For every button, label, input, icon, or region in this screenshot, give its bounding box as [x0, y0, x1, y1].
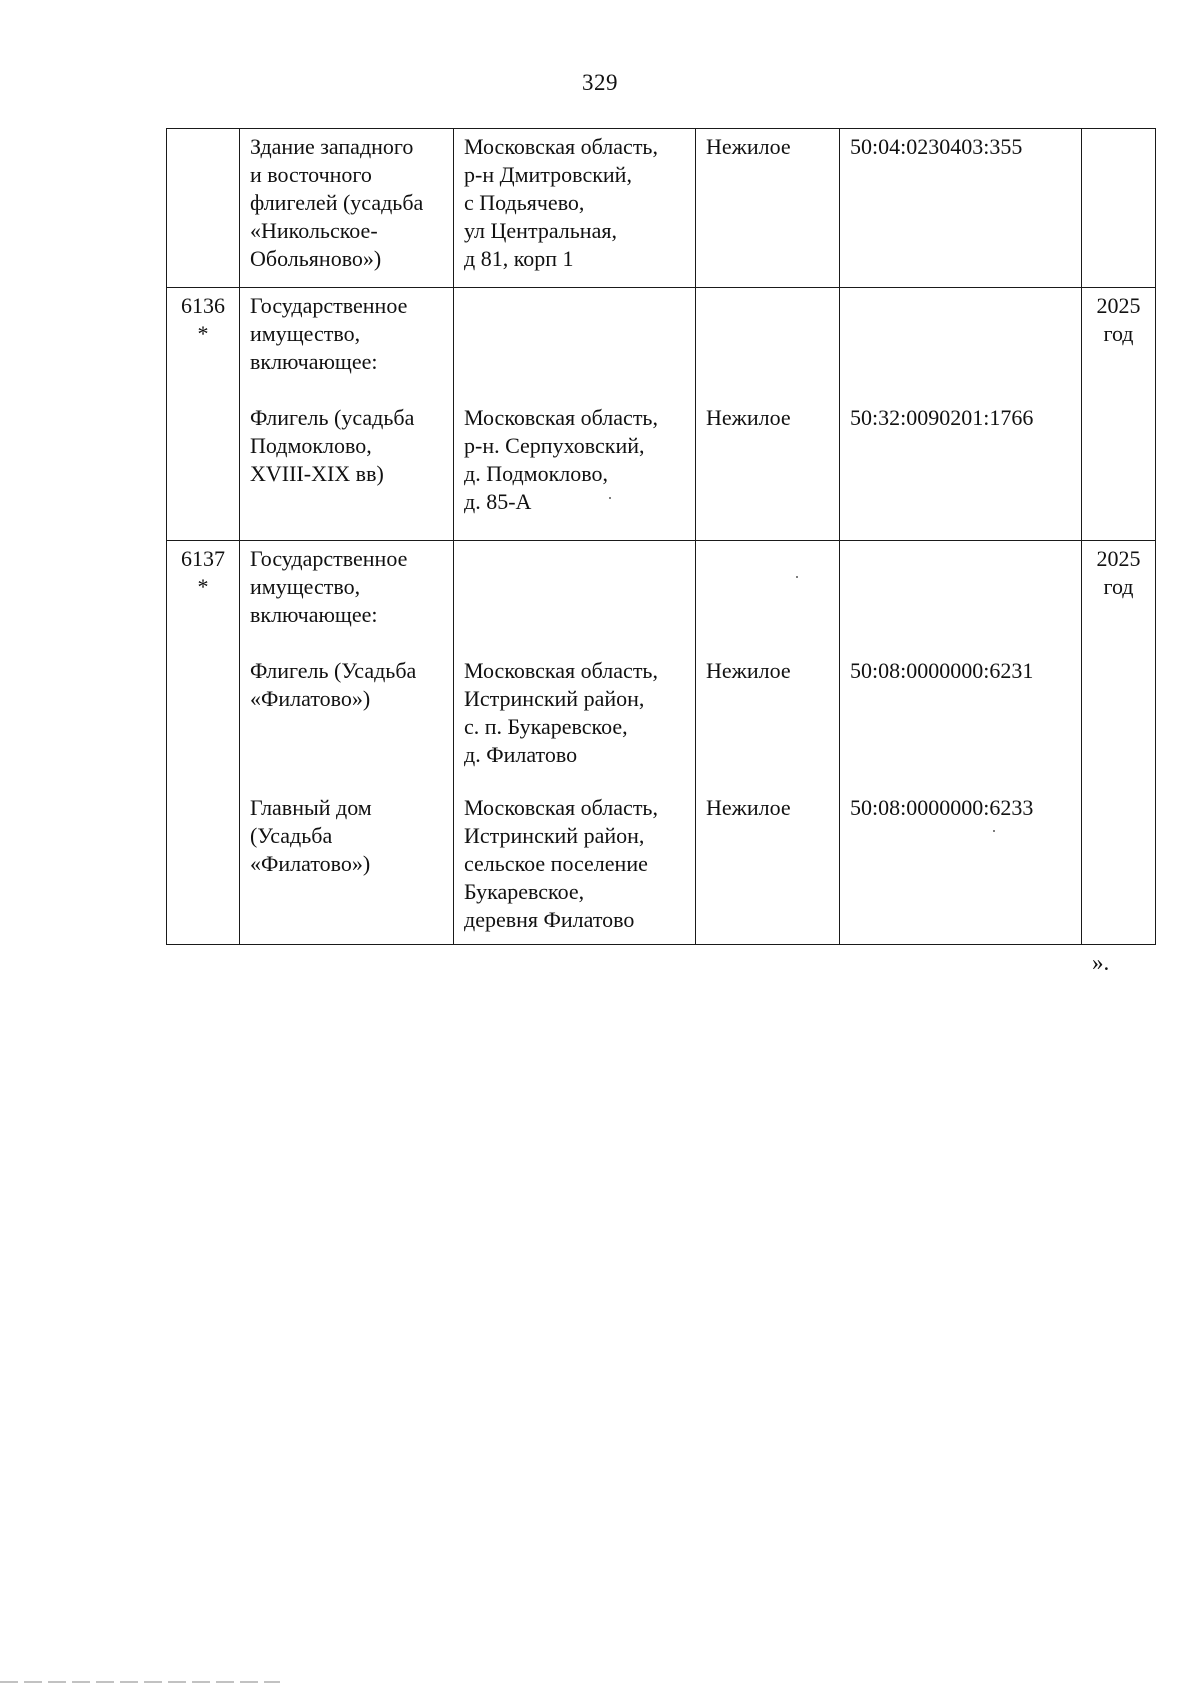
item-gap — [850, 769, 1075, 794]
object-name-line: Здание западного — [250, 134, 414, 159]
year-cell — [1082, 129, 1156, 288]
object-type: Нежилое — [706, 658, 791, 683]
year-unit: год — [1103, 574, 1134, 599]
property-registry-table — [166, 128, 1156, 945]
object-name-line: «Никольское- — [250, 218, 378, 243]
group-heading-line: Государственное — [250, 293, 408, 318]
type-cell — [696, 288, 840, 541]
row-number: 6136 — [181, 293, 225, 318]
name-cell — [240, 541, 454, 945]
page-number: 329 — [582, 70, 618, 95]
cadastral-number: 50:08:0000000:6233 — [850, 795, 1034, 820]
group-heading-line: Государственное — [250, 546, 408, 571]
object-name-line: Обольяново») — [250, 246, 382, 271]
item-gap — [706, 629, 833, 657]
object-address-line: р-н. Серпуховский, — [464, 433, 645, 458]
scan-speck — [993, 830, 995, 832]
object-address-line: Московская область, — [464, 134, 658, 159]
item-gap — [464, 769, 689, 794]
item-gap — [706, 769, 833, 794]
object-address-line: с Подьячево, — [464, 190, 585, 215]
scan-edge-artifact — [0, 1681, 280, 1683]
object-address-line: д. 85-А — [464, 489, 532, 514]
item-gap — [464, 376, 689, 404]
object-address-line: Истринский район, — [464, 823, 645, 848]
scan-speck — [609, 497, 611, 499]
group-heading-line: включающее: — [250, 602, 378, 627]
year-unit: год — [1103, 321, 1134, 346]
object-name-line: «Филатово») — [250, 686, 371, 711]
address-cell — [454, 288, 696, 541]
closing-quote-mark: ». — [1092, 950, 1110, 975]
object-name-line: XVIII-XIX вв) — [250, 461, 384, 486]
row-number-cell — [167, 288, 240, 541]
object-name — [250, 657, 447, 769]
object-address-line: деревня Филатово — [464, 907, 635, 932]
group-spacer — [464, 545, 689, 629]
name-cell — [240, 129, 454, 288]
scan-speck — [796, 576, 798, 578]
object-address-line: д 81, корп 1 — [464, 246, 574, 271]
group-heading-line: имущество, — [250, 574, 361, 599]
object-type: Нежилое — [706, 134, 791, 159]
group-heading — [250, 545, 447, 629]
object-name — [250, 404, 447, 516]
object-address-line: Истринский район, — [464, 686, 645, 711]
group-heading-line: имущество, — [250, 321, 361, 346]
year-cell — [1082, 288, 1156, 541]
object-address — [464, 133, 689, 273]
object-address-line: Московская область, — [464, 405, 658, 430]
object-name-line: Подмоклово, — [250, 433, 372, 458]
object-address-line: с. п. Букаревское, — [464, 714, 628, 739]
year-value: 2025 — [1096, 293, 1141, 318]
item-gap — [850, 376, 1075, 404]
object-name-line: Флигель (Усадьба — [250, 658, 417, 683]
object-name-line: (Усадьба — [250, 823, 333, 848]
table-row — [167, 129, 1156, 288]
year-cell — [1082, 541, 1156, 945]
cadastral-cell — [840, 129, 1082, 288]
group-spacer — [706, 292, 833, 376]
object-address-line: д. Подмоклово, — [464, 461, 608, 486]
row-number: 6137 — [181, 546, 225, 571]
object-address-line: Московская область, — [464, 795, 658, 820]
object-address-line: р-н Дмитровский, — [464, 162, 632, 187]
group-heading-line: включающее: — [250, 349, 378, 374]
object-name-line: и восточного — [250, 162, 372, 187]
type-cell — [696, 541, 840, 945]
object-address-line: д. Филатово — [464, 742, 578, 767]
item-gap — [706, 376, 833, 404]
cadastral-cell — [840, 541, 1082, 945]
cadastral-number: 50:04:0230403:355 — [850, 134, 1023, 159]
type-cell — [696, 129, 840, 288]
row-number-cell — [167, 129, 240, 288]
object-type: Нежилое — [706, 405, 791, 430]
group-spacer — [850, 545, 1075, 629]
address-cell — [454, 541, 696, 945]
name-cell — [240, 288, 454, 541]
group-spacer — [706, 545, 833, 629]
group-heading — [250, 292, 447, 376]
object-name-line: Главный дом — [250, 795, 372, 820]
object-name-line: флигелей (усадьба — [250, 190, 424, 215]
row-mark: * — [197, 321, 209, 346]
object-type: Нежилое — [706, 795, 791, 820]
year-value: 2025 — [1096, 546, 1141, 571]
cadastral-number: 50:32:0090201:1766 — [850, 405, 1034, 430]
item-gap — [850, 629, 1075, 657]
table-row — [167, 541, 1156, 945]
row-mark: * — [197, 574, 209, 599]
cadastral-number: 50:08:0000000:6231 — [850, 658, 1034, 683]
item-gap — [250, 376, 447, 404]
group-spacer — [464, 292, 689, 376]
object-name — [250, 794, 447, 934]
item-gap — [464, 629, 689, 657]
object-address-line: Московская область, — [464, 658, 658, 683]
object-address-line: сельское поселение — [464, 851, 648, 876]
object-address-line: ул Центральная, — [464, 218, 617, 243]
object-name — [250, 133, 447, 273]
item-gap — [250, 769, 447, 794]
object-address-line: Букаревское, — [464, 879, 585, 904]
table-row — [167, 288, 1156, 541]
group-spacer — [850, 292, 1075, 376]
object-address — [464, 794, 689, 934]
object-name-line: «Филатово») — [250, 851, 371, 876]
row-number-cell — [167, 541, 240, 945]
cadastral-cell — [840, 288, 1082, 541]
registry-body — [167, 129, 1156, 945]
object-name-line: Флигель (усадьба — [250, 405, 415, 430]
object-address — [464, 404, 689, 516]
object-address — [464, 657, 689, 769]
item-gap — [250, 629, 447, 657]
address-cell — [454, 129, 696, 288]
